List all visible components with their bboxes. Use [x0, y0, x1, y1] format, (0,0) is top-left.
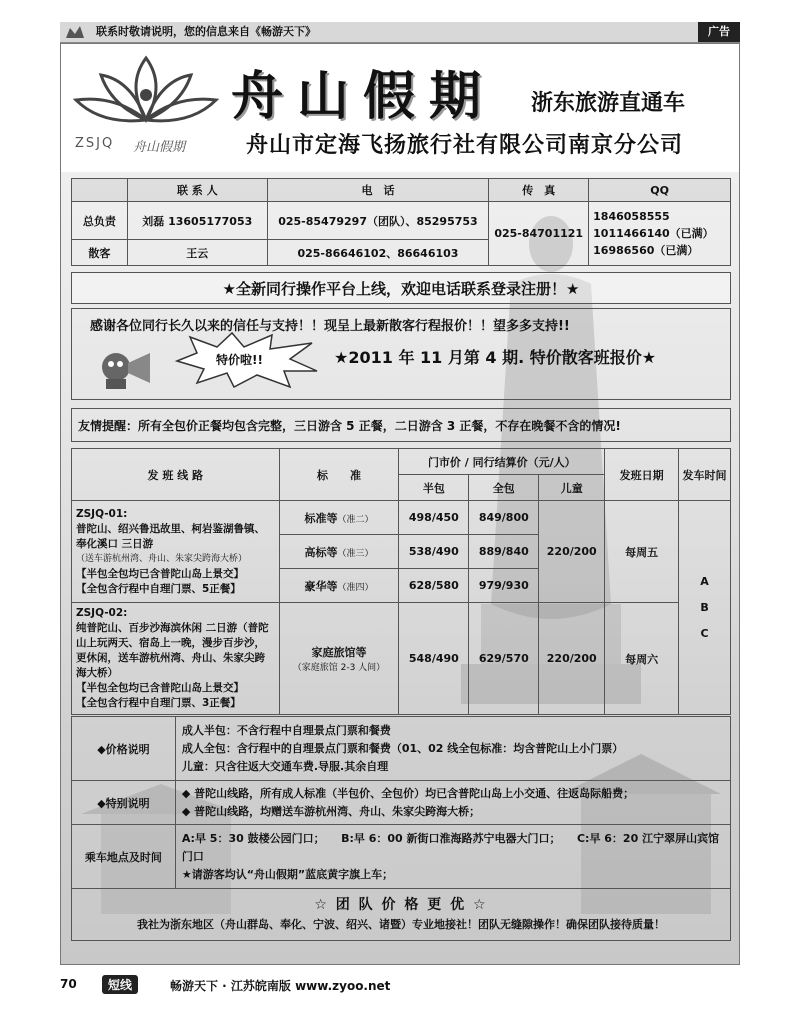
price-info-row	[72, 717, 731, 781]
price-half: 498/450	[399, 501, 469, 535]
pickup-line: ★请游客均认“舟山假期”蓝底黄字旗上车；	[181, 867, 394, 881]
route1-bracket2: 【全包含行程中自理门票、5正餐】	[76, 582, 241, 595]
tier-note: （准三）	[337, 548, 374, 559]
route2-desc: 纯普陀山、百步沙海滨休闲 二日游（普陀山上玩两天、宿岛上一晚，漫步百步沙，更休闲，送车游杭州湾、舟山、朱家尖跨海大桥）	[76, 622, 269, 679]
tier-family	[279, 603, 399, 715]
price-info-label: ◆价格说明	[72, 717, 176, 781]
contact-phone: 025-86646102、86646103	[267, 240, 489, 266]
departure-times	[679, 501, 731, 715]
tier-name: 高标等	[304, 545, 338, 559]
section-tag: 短线	[102, 975, 138, 994]
tier-note: （准四）	[337, 582, 374, 593]
route2-code: ZSJQ-02:	[76, 607, 128, 619]
route1-child-price: 220/200	[539, 501, 605, 603]
qq-number: 16986560（已满）	[593, 244, 699, 257]
route1-date: 每周五	[605, 501, 679, 603]
special-info-line: ◆ 普陀山线路，所有成人标准（半包价、全包价）均已含普陀山岛上小交通、往返岛际船费；	[181, 786, 635, 800]
price-half: 548/490	[399, 603, 469, 715]
tier-high	[279, 535, 399, 569]
contact-header-blank	[72, 179, 128, 202]
contact-qq-list	[589, 202, 731, 266]
header	[61, 44, 739, 172]
price-info-text	[175, 717, 730, 781]
contact-header-phone: 电 话	[267, 179, 489, 202]
price-info-line: 成人全包：含行程中的自理景点门票和餐费（01、02 线全包标准：均含普陀山上小门票）	[181, 741, 624, 755]
route1-note: （送车游杭州湾、舟山、朱家尖跨海大桥）	[76, 553, 248, 564]
route2-bracket1: 【半包全包均已含普陀山岛上景交】	[76, 682, 244, 694]
pickup-text	[175, 825, 730, 889]
page-number: 70	[60, 977, 77, 991]
price-half: 538/490	[399, 535, 469, 569]
pickup-line: A:早 5：30 鼓楼公园门口； B:早 6：00 新街口淮海路苏宁电器大门口； C:早 6：20 江宁翠屏山宾馆门口	[181, 831, 720, 863]
pickup-label: 乘车地点及时间	[72, 825, 176, 889]
contact-fax: 025-84701121	[489, 202, 589, 266]
promo-title: ★2011 年 11 月第 4 期. 特价散客班报价★	[334, 348, 657, 367]
logo-text: ZSJQ	[75, 136, 115, 151]
megaphone-mascot-icon	[98, 345, 158, 393]
routes-table	[71, 448, 731, 715]
header-route: 发 班 线 路	[72, 449, 280, 501]
magazine-logo-icon	[64, 24, 86, 40]
tier-name: 标准等	[304, 511, 338, 525]
slogan: 浙东旅游直通车	[531, 91, 686, 116]
route1-tier-row	[72, 501, 731, 535]
sale-burst	[172, 331, 322, 393]
route1-desc: 普陀山、绍兴鲁迅故里、柯岩鉴湖鲁镇、奉化溪口 三日游	[76, 522, 265, 550]
lotus-logo-icon	[71, 50, 221, 136]
company-name: 舟山市定海飞扬旅行社有限公司南京分公司	[246, 133, 684, 158]
route1-code: ZSJQ-01:	[76, 507, 128, 520]
friendly-reminder: 友情提醒：所有全包价正餐均包含完整，三日游含 5 正餐，二日游含 3 正餐，不存在晚餐不含的情况!	[71, 408, 731, 442]
time-option: A	[700, 574, 709, 588]
pickup-row	[72, 825, 731, 889]
price-info-line: 成人半包：不含行程中自理景点门票和餐费	[181, 723, 391, 737]
group-text: 我社为浙东地区（舟山群岛、奉化、宁波、绍兴、诸暨）专业地接社！团队无缝隙操作！确保团队接待质量！	[137, 917, 665, 931]
route2-row	[72, 603, 731, 715]
header-date: 发班日期	[605, 449, 679, 501]
ad-frame	[60, 43, 740, 965]
tier-note: （家庭旅馆 2-3 人间）	[292, 663, 386, 673]
price-info-line: 儿童：只含往返大交通车费.导服.其余自理	[181, 759, 389, 773]
route2-child-price: 220/200	[539, 603, 605, 715]
contact-person: 刘磊 13605177053	[127, 202, 267, 240]
contact-row	[72, 202, 731, 240]
header-standard: 标 准	[279, 449, 399, 501]
tier-note: （准二）	[337, 514, 374, 525]
group-title: ☆ 团 队 价 格 更 优 ☆	[314, 896, 488, 913]
route2-description	[72, 603, 280, 715]
top-bar	[60, 22, 740, 43]
routes-header-row	[72, 449, 731, 475]
contact-role: 散客	[72, 240, 128, 266]
contact-header-person: 联 系 人	[127, 179, 267, 202]
route2-bracket2: 【全包含行程中自理门票、3正餐】	[76, 697, 241, 709]
footer-site: 畅游天下 · 江苏皖南版 www.zyoo.net	[170, 979, 391, 993]
promo-box	[71, 308, 731, 400]
tier-name: 家庭旅馆等	[311, 646, 367, 659]
special-info-label: ◆特别说明	[72, 781, 176, 825]
header-child: 儿童	[539, 475, 605, 501]
contact-person: 王云	[127, 240, 267, 266]
promo-thanks: 感谢各位同行长久以来的信任与支持！！现呈上最新散客行程报价！！望多多支持!!	[90, 319, 570, 334]
route2-date: 每周六	[605, 603, 679, 715]
special-info-text	[175, 781, 730, 825]
header-full: 全包	[469, 475, 539, 501]
group-cell	[72, 889, 731, 941]
route1-description	[72, 501, 280, 603]
special-info-line: ◆ 普陀山线路，均赠送车游杭州湾、舟山、朱家尖跨海大桥；	[181, 804, 481, 818]
burst-text: 特价啦!!	[216, 353, 263, 367]
header-time: 发车时间	[679, 449, 731, 501]
time-option: C	[700, 626, 709, 640]
header-half: 半包	[399, 475, 469, 501]
brand-title: 舟山假期	[231, 66, 496, 127]
tier-name: 豪华等	[304, 579, 338, 593]
logo-chinese: 舟山假期	[133, 140, 186, 155]
price-half: 628/580	[399, 569, 469, 603]
route1-bracket1: 【半包全包均已含普陀山岛上景交】	[76, 567, 244, 580]
contact-table	[71, 178, 731, 266]
price-full: 889/840	[469, 535, 539, 569]
contact-phone: 025-85479297（团队）、85295753	[267, 202, 489, 240]
price-full: 629/570	[469, 603, 539, 715]
contact-header-row	[72, 179, 731, 202]
tier-luxury	[279, 569, 399, 603]
info-table	[71, 716, 731, 941]
price-full: 849/800	[469, 501, 539, 535]
time-option: B	[700, 600, 709, 614]
contact-role: 总负责	[72, 202, 128, 240]
source-note: 联系时敬请说明，您的信息来自《畅游天下》	[96, 25, 316, 38]
qq-number: 1011466140（已满）	[593, 227, 714, 240]
qq-number: 1846058555	[593, 210, 670, 223]
tier-standard	[279, 501, 399, 535]
contact-header-qq: QQ	[589, 179, 731, 202]
platform-notice: ★全新同行操作平台上线，欢迎电话联系登录注册！★	[71, 272, 731, 304]
footer	[60, 975, 740, 993]
ad-label: 广告	[698, 22, 740, 42]
special-info-row	[72, 781, 731, 825]
header-price-group: 门市价 / 同行结算价（元/人）	[399, 449, 605, 475]
price-full: 979/930	[469, 569, 539, 603]
group-row	[72, 889, 731, 941]
contact-header-fax: 传 真	[489, 179, 589, 202]
